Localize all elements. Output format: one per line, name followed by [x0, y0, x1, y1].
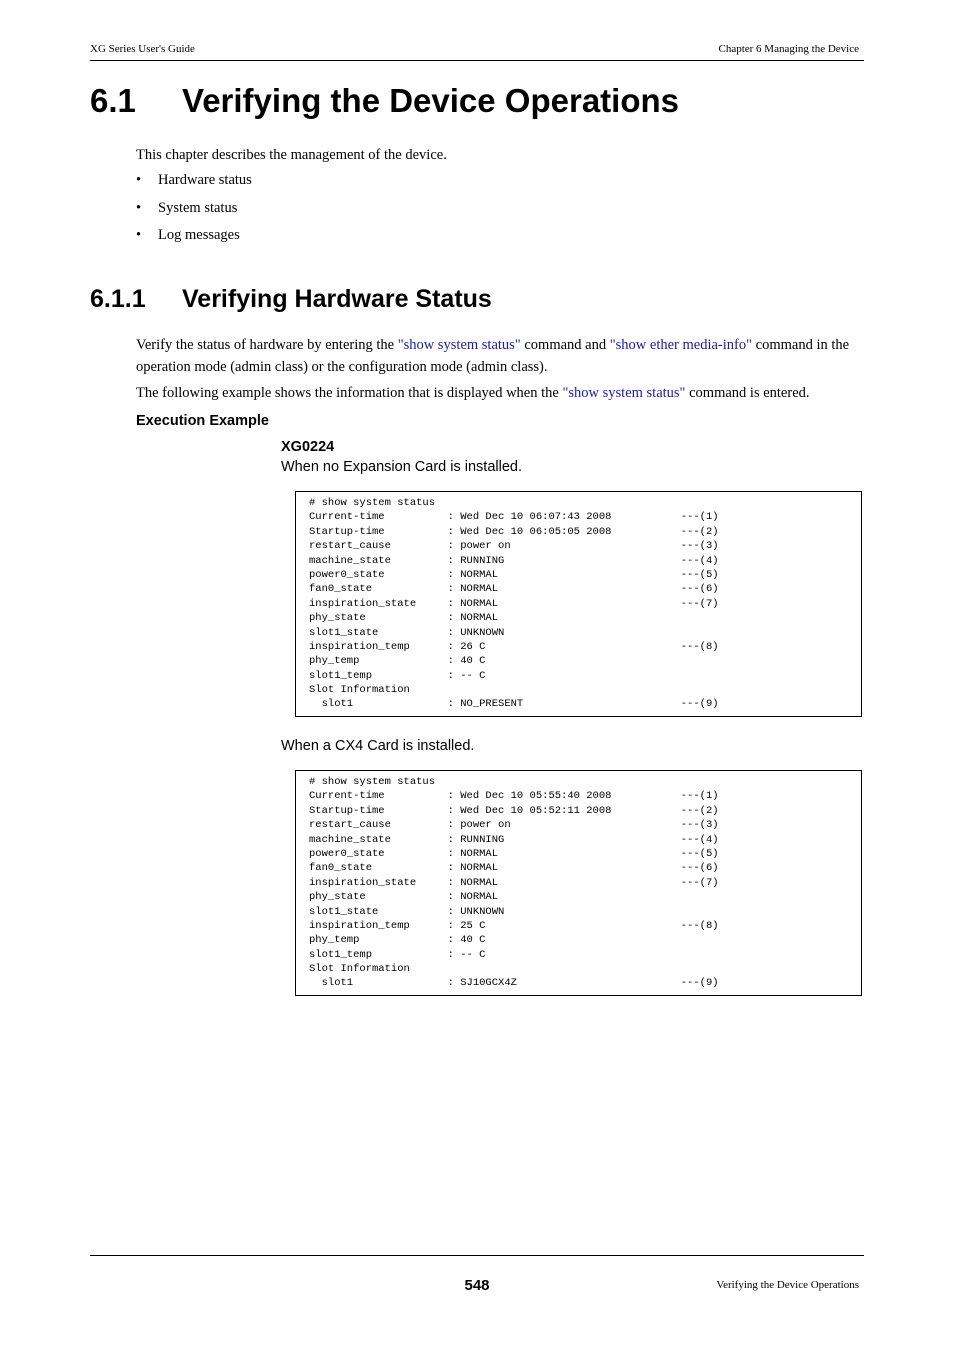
code-line: phy_temp : 40 C [309, 934, 486, 947]
section-title: Verifying the Device Operations [182, 82, 679, 119]
code-line: power0_state : NORMAL ---(5) [309, 847, 719, 860]
section-number: 6.1 [90, 82, 136, 119]
model-heading: XG0224 [281, 439, 335, 455]
code-line: fan0_state : NORMAL ---(6) [309, 583, 719, 596]
code-example-cx4-card [295, 770, 862, 996]
example-intro-paragraph [136, 382, 866, 404]
code-line: Startup-time : Wed Dec 10 05:52:11 2008 ---(2) [309, 804, 719, 817]
bullet-item [136, 200, 237, 217]
show-ether-media-info-link[interactable]: "show ether media-info" [609, 337, 753, 353]
subsection-number: 6.1.1 [90, 285, 146, 313]
code-line: restart_cause : power on ---(3) [309, 540, 719, 553]
example2-caption: When a CX4 Card is installed. [281, 738, 475, 754]
code-line: Current-time : Wed Dec 10 05:55:40 2008 ---(1) [309, 790, 719, 803]
code-line: restart_cause : power on ---(3) [309, 819, 719, 832]
code-line: machine_state : RUNNING ---(4) [309, 554, 719, 567]
code-line: slot1_temp : -- C [309, 669, 486, 682]
text-run: command in the operation mode (admin class) or the configuration mode (admin class). [136, 337, 850, 375]
text-run: The following example shows the information that is displayed when the [136, 385, 563, 401]
subsection-title: Verifying Hardware Status [182, 285, 492, 313]
intro-paragraph: This chapter describes the management of the device. [136, 147, 447, 163]
code-line: slot1_state : UNKNOWN [309, 905, 505, 918]
page-number: 548 [464, 1277, 490, 1294]
code-line: Current-time : Wed Dec 10 06:07:43 2008 ---(1) [309, 511, 719, 524]
subsection-heading [90, 285, 492, 314]
bullet-item [136, 172, 252, 189]
code-line: phy_state : NORMAL [309, 612, 499, 625]
show-system-status-link[interactable]: "show system status" [562, 385, 686, 401]
verify-paragraph [136, 334, 866, 378]
footer-rule [90, 1255, 864, 1256]
bullet-icon: • [136, 172, 142, 188]
code-line: machine_state : RUNNING ---(4) [309, 833, 719, 846]
code-line: # show system status [309, 776, 436, 788]
code-line: slot1_state : UNKNOWN [309, 626, 505, 639]
example1-caption: When no Expansion Card is installed. [281, 459, 522, 475]
bullet-item [136, 227, 240, 244]
show-system-status-link[interactable]: "show system status" [397, 337, 521, 353]
code-line: phy_state : NORMAL [309, 891, 499, 904]
code-line: Slot Information [309, 684, 410, 697]
section-heading [90, 82, 679, 120]
code-line: inspiration_temp : 25 C ---(8) [309, 919, 719, 932]
code-line: slot1 : NO_PRESENT ---(9) [309, 698, 719, 711]
bullet-text: System status [158, 200, 238, 216]
header-rule [90, 60, 864, 61]
bullet-text: Hardware status [158, 172, 252, 188]
text-run: command is entered. [685, 385, 810, 401]
code-line: Startup-time : Wed Dec 10 06:05:05 2008 ---(2) [309, 525, 719, 538]
code-example-no-card [295, 491, 862, 717]
code-line: power0_state : NORMAL ---(5) [309, 568, 719, 581]
code-line: # show system status [309, 497, 436, 509]
bullet-icon: • [136, 200, 142, 216]
code-line: phy_temp : 40 C [309, 655, 486, 668]
footer-section-title: Verifying the Device Operations [716, 1279, 859, 1291]
header-guide-title: XG Series User's Guide [90, 43, 195, 55]
bullet-icon: • [136, 227, 142, 243]
header-chapter-title: Chapter 6 Managing the Device [718, 43, 859, 55]
code-line: slot1_temp : -- C [309, 948, 486, 961]
code-line: slot1 : SJ10GCX4Z ---(9) [309, 977, 719, 990]
text-run: Verify the status of hardware by entering the [136, 337, 398, 353]
text-run: command and [520, 337, 610, 353]
code-line: Slot Information [309, 963, 410, 976]
code-line: fan0_state : NORMAL ---(6) [309, 862, 719, 875]
code-line: inspiration_temp : 26 C ---(8) [309, 640, 719, 653]
code-line: inspiration_state : NORMAL ---(7) [309, 876, 719, 889]
code-line: inspiration_state : NORMAL ---(7) [309, 597, 719, 610]
execution-example-heading: Execution Example [136, 413, 269, 429]
bullet-text: Log messages [158, 227, 240, 243]
